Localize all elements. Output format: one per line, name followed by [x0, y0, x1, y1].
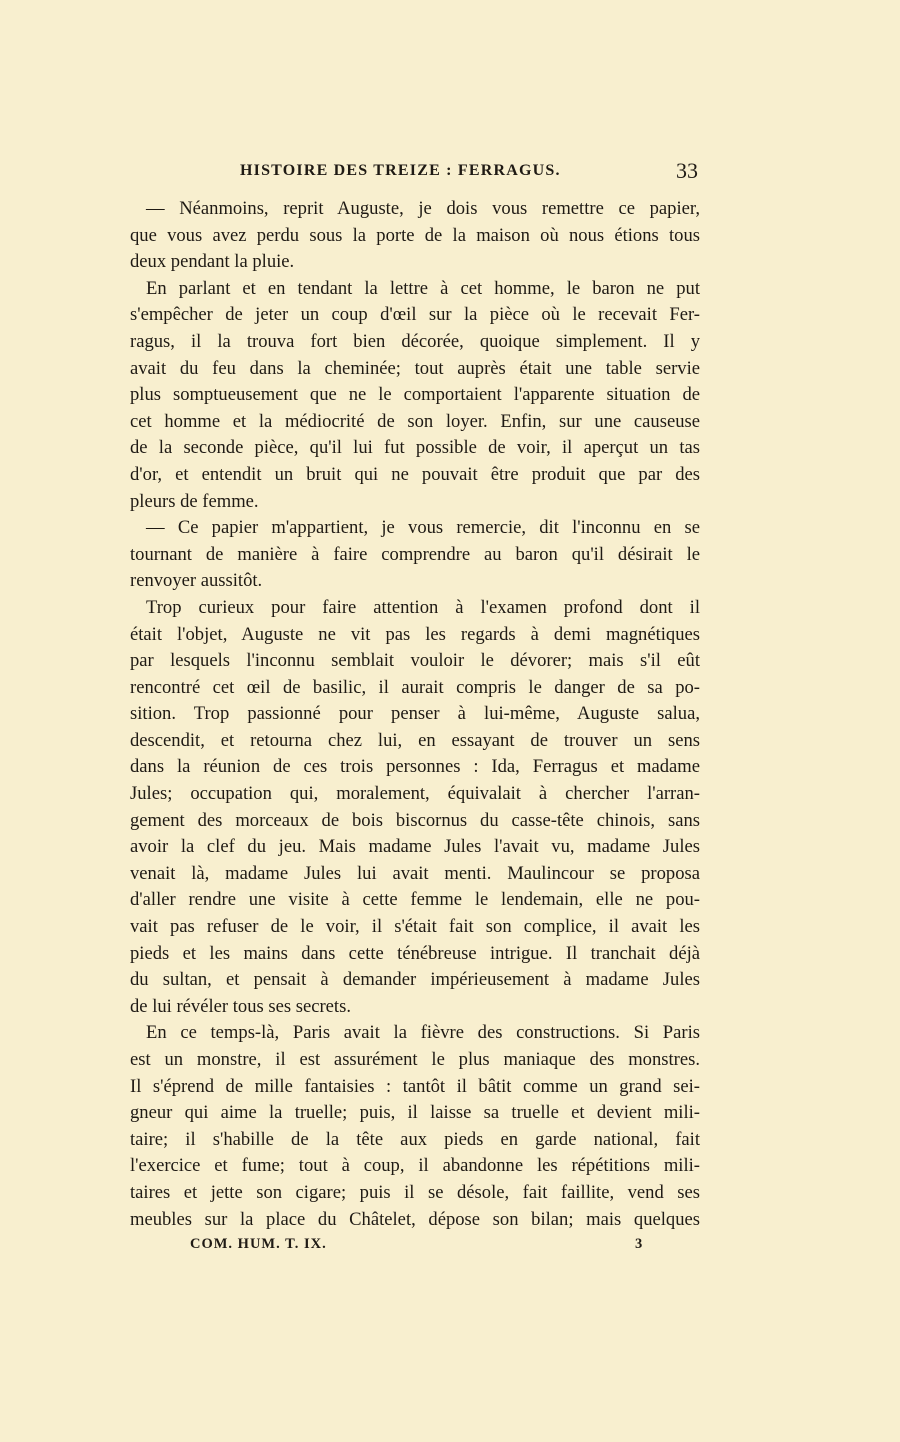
text-line: de lui révéler tous ses secrets. — [130, 995, 351, 1017]
body-text — [130, 196, 700, 1233]
text-line: renvoyer aussitôt. — [130, 570, 263, 592]
text-line: deux pendant la pluie. — [130, 251, 295, 273]
text-line: pieds et les mains dans cette ténébreuse intrigue. Il tranchait déjà — [130, 942, 700, 964]
text-line: ragus, il la trouva fort bien décorée, quoique simplement. Il y — [130, 330, 700, 352]
text-line: avait du feu dans la cheminée; tout auprès était une table servie — [130, 357, 700, 379]
text-line: d'or, et entendit un bruit qui ne pouvait être produit que par des — [130, 463, 700, 485]
text-line: rencontré cet œil de basilic, il aurait compris le danger de sa po- — [130, 676, 700, 698]
text-line: Trop curieux pour faire attention à l'examen profond dont il — [146, 596, 700, 618]
text-line: sition. Trop passionné pour penser à lui-même, Auguste salua, — [130, 703, 700, 725]
page-number: 33 — [676, 158, 698, 183]
text-line: est un monstre, il est assurément le plus maniaque des monstres. — [130, 1049, 700, 1070]
text-line: — Néanmoins, reprit Auguste, je dois vous remettre ce papier, — [146, 198, 700, 219]
text-line: tournant de manière à faire comprendre au baron qu'il désirait le — [130, 543, 700, 565]
text-line: descendit, et retourna chez lui, en essayant de trouver un sens — [130, 729, 700, 751]
text-line: plus somptueusement que ne le comportaient l'apparente situation de — [130, 384, 700, 406]
text-line: En parlant et en tendant la lettre à cet homme, le baron ne put — [146, 277, 700, 299]
text-line: Jules; occupation qui, moralement, équivalait à chercher l'arran- — [130, 783, 700, 805]
text-line: avoir la clef du jeu. Mais madame Jules l'avait vu, madame Jules — [130, 836, 700, 858]
text-line: taires et jette son cigare; puis il se désole, fait faillite, vend ses — [130, 1181, 700, 1203]
text-line: du sultan, et pensait à demander impérieusement à madame Jules — [130, 969, 700, 991]
text-line: dans la réunion de ces trois personnes : Ida, Ferragus et madame — [130, 756, 700, 778]
sheet-number: 3 — [635, 1236, 644, 1252]
text-line: cet homme et la médiocrité de son loyer. Enfin, sur une causeuse — [130, 410, 700, 432]
text-line: l'exercice et fume; tout à coup, il abandonne les répétitions mili- — [130, 1155, 700, 1177]
text-line: taire; il s'habille de la tête aux pieds en garde national, fait — [130, 1128, 700, 1150]
text-line: En ce temps-là, Paris avait la fièvre des constructions. Si Paris — [146, 1022, 700, 1044]
running-header — [130, 160, 700, 186]
text-line: était l'objet, Auguste ne vit pas les regards à demi magnétiques — [130, 623, 700, 645]
text-line: venait là, madame Jules lui avait menti. Maulincour se proposa — [130, 862, 700, 884]
text-line: de la seconde pièce, qu'il lui fut possible de voir, il aperçut un tas — [130, 437, 700, 459]
text-line: — Ce papier m'appartient, je vous remercie, dit l'inconnu en se — [146, 517, 700, 539]
text-line: s'empêcher de jeter un coup d'œil sur la pièce où le recevait Fer- — [130, 304, 700, 326]
text-line: d'aller rendre une visite à cette femme le lendemain, elle ne pou- — [130, 889, 700, 911]
text-line: gneur qui aime la truelle; puis, il laisse sa truelle et devient mili- — [130, 1102, 700, 1124]
text-line: vait pas refuser de le voir, il s'était fait son complice, il avait les — [130, 916, 700, 938]
text-line: que vous avez perdu sous la porte de la maison où nous étions tous — [130, 224, 700, 246]
text-line: meubles sur la place du Châtelet, dépose son bilan; mais quelques — [130, 1208, 700, 1230]
page-footer — [130, 1236, 700, 1258]
text-line: par lesquels l'inconnu semblait vouloir le dévorer; mais s'il eût — [130, 650, 700, 672]
text-line: gement des morceaux de bois biscornus du casse-tête chinois, sans — [130, 809, 700, 831]
text-line: Il s'éprend de mille fantaisies : tantôt il bâtit comme un grand sei- — [130, 1075, 700, 1097]
signature-mark: COM. HUM. T. IX. — [190, 1236, 327, 1252]
running-title: HISTOIRE DES TREIZE : FERRAGUS. — [240, 162, 561, 179]
text-line: pleurs de femme. — [130, 490, 259, 512]
